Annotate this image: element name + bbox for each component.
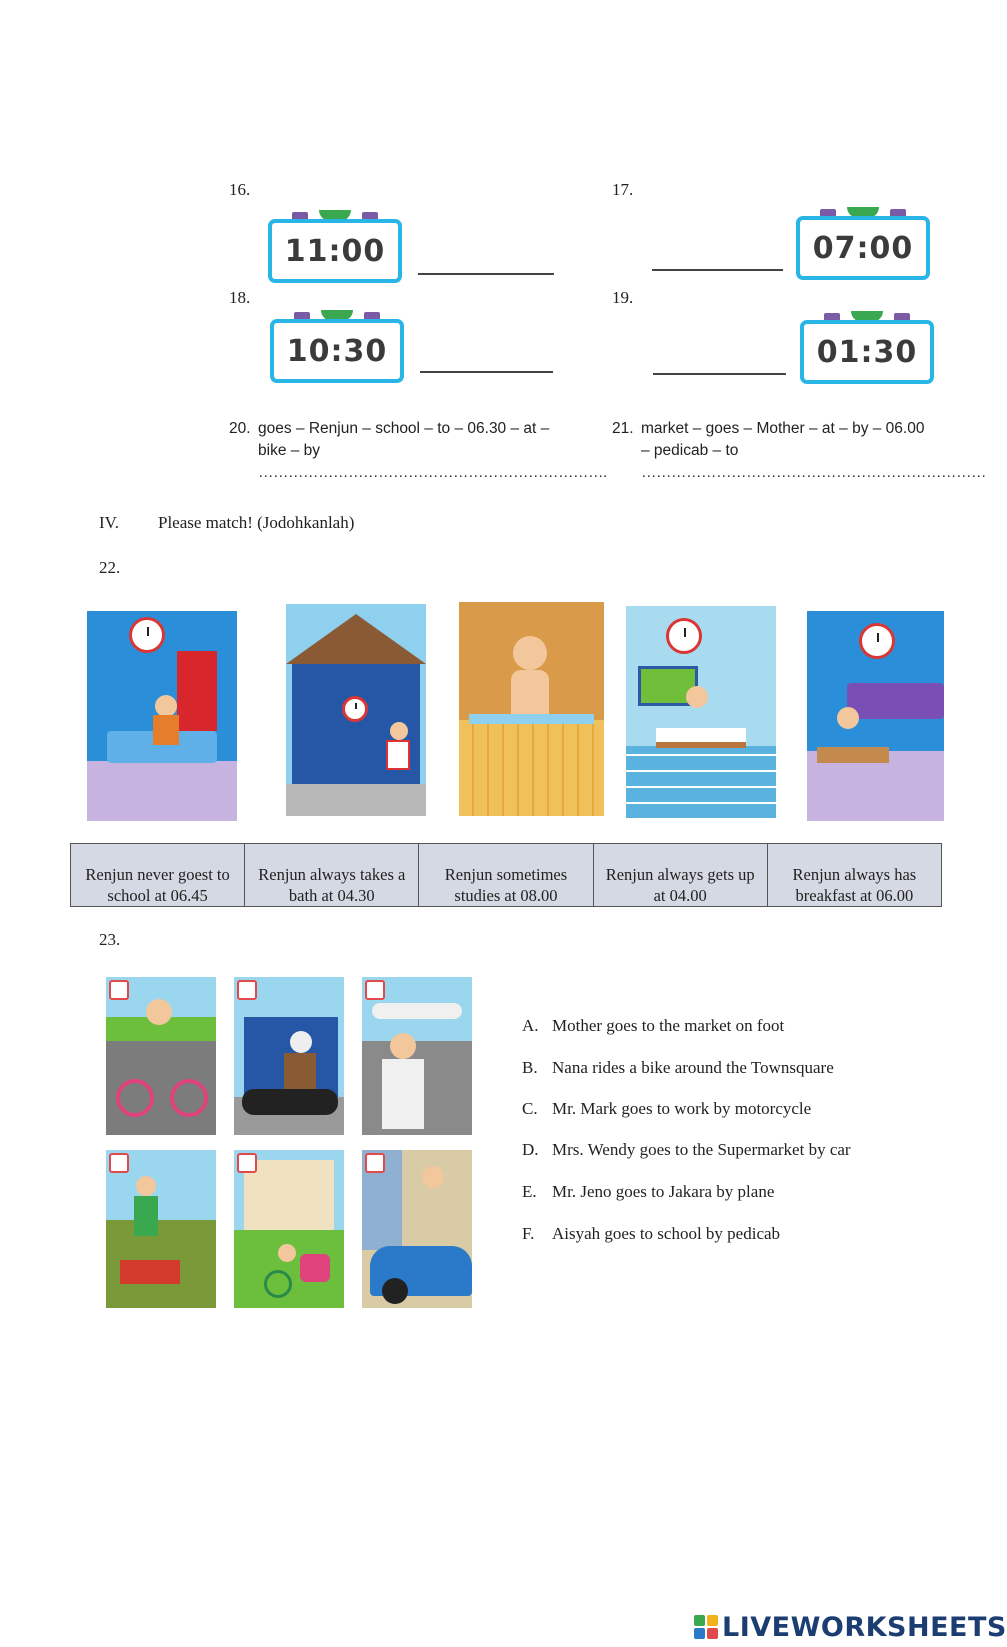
picture-breakfast: [626, 606, 776, 818]
clock-time: 07:00: [796, 216, 930, 280]
question-22-number: 22.: [99, 558, 121, 577]
option-letter: F.: [522, 1224, 535, 1243]
logo-icon: [694, 1615, 718, 1639]
answer-line-16[interactable]: [418, 273, 554, 275]
question-number: 21.: [612, 420, 634, 437]
option-letter: B.: [522, 1058, 538, 1077]
picture-car-supermarket: [362, 1150, 472, 1308]
answer-dots[interactable]: …………………………………………………………….: [258, 464, 607, 481]
checkbox[interactable]: [365, 1153, 385, 1173]
question-18-number: 18.: [229, 288, 251, 307]
option-letter: E.: [522, 1182, 537, 1201]
question-23-number: 23.: [99, 930, 121, 949]
match-table: [70, 843, 942, 907]
scramble-line-2: bike – by: [258, 442, 321, 459]
section-title: Please match! (Jodohkanlah): [158, 513, 355, 532]
picture-plane-man: [362, 977, 472, 1135]
logo-text: LIVEWORKSHEETS: [722, 1611, 1007, 1643]
picture-bike-boy: [106, 977, 216, 1135]
clock-time: 10:30: [270, 319, 404, 383]
digital-clock-16: [268, 210, 402, 278]
clock-time: 01:30: [800, 320, 934, 384]
picture-house-school: [286, 604, 426, 816]
option-text: Mother goes to the market on foot: [552, 1016, 785, 1035]
caption-cell[interactable]: Renjun always has breakfast at 06.00: [767, 844, 941, 907]
digital-clock-19: [800, 311, 934, 379]
option-letter: C.: [522, 1099, 538, 1118]
checkbox[interactable]: [109, 1153, 129, 1173]
picture-motorcycle: [234, 977, 344, 1135]
option-letter: A.: [522, 1016, 539, 1035]
caption-cell[interactable]: Renjun always takes a bath at 04.30: [245, 844, 419, 907]
scramble-line-1: market – goes – Mother – at – by – 06.00: [641, 420, 925, 437]
scramble-line-2: – pedicab – to: [641, 442, 739, 459]
answer-line-19[interactable]: [653, 373, 786, 375]
checkbox[interactable]: [109, 980, 129, 1000]
question-17-number: 17.: [612, 180, 634, 199]
question-19-number: 19.: [612, 288, 634, 307]
question-20: [229, 418, 607, 484]
answer-dots[interactable]: ……………………………………………………………: [641, 464, 986, 481]
question-number: 20.: [229, 420, 251, 437]
caption-cell[interactable]: Renjun always gets up at 04.00: [593, 844, 767, 907]
option-text: Mr. Mark goes to work by motorcycle: [552, 1099, 812, 1118]
option-letter: D.: [522, 1140, 539, 1159]
picture-pedicab: [234, 1150, 344, 1308]
option-text: Nana rides a bike around the Townsquare: [552, 1058, 834, 1077]
digital-clock-18: [270, 310, 404, 378]
picture-wake-up-bedroom: [87, 611, 237, 821]
question-16-number: 16.: [229, 180, 251, 199]
checkbox[interactable]: [365, 980, 385, 1000]
caption-cell[interactable]: Renjun sometimes studies at 08.00: [419, 844, 593, 907]
table-row: [71, 844, 942, 907]
picture-study-desk: [807, 611, 944, 821]
answer-line-17[interactable]: [652, 269, 783, 271]
clock-time: 11:00: [268, 219, 402, 283]
section-number: IV.: [99, 513, 119, 532]
option-text: Mr. Jeno goes to Jakara by plane: [552, 1182, 775, 1201]
digital-clock-17: [796, 207, 930, 275]
caption-cell[interactable]: Renjun never goest to school at 06.45: [71, 844, 245, 907]
picture-market: [106, 1150, 216, 1308]
picture-bath: [459, 602, 604, 816]
option-text: Mrs. Wendy goes to the Supermarket by car: [552, 1140, 851, 1159]
checkbox[interactable]: [237, 980, 257, 1000]
checkbox[interactable]: [237, 1153, 257, 1173]
option-text: Aisyah goes to school by pedicab: [552, 1224, 781, 1243]
answer-line-18[interactable]: [420, 371, 553, 373]
question-21: [612, 418, 986, 484]
liveworksheets-logo: [694, 1612, 1007, 1642]
scramble-line-1: goes – Renjun – school – to – 06.30 – at –: [258, 420, 550, 437]
